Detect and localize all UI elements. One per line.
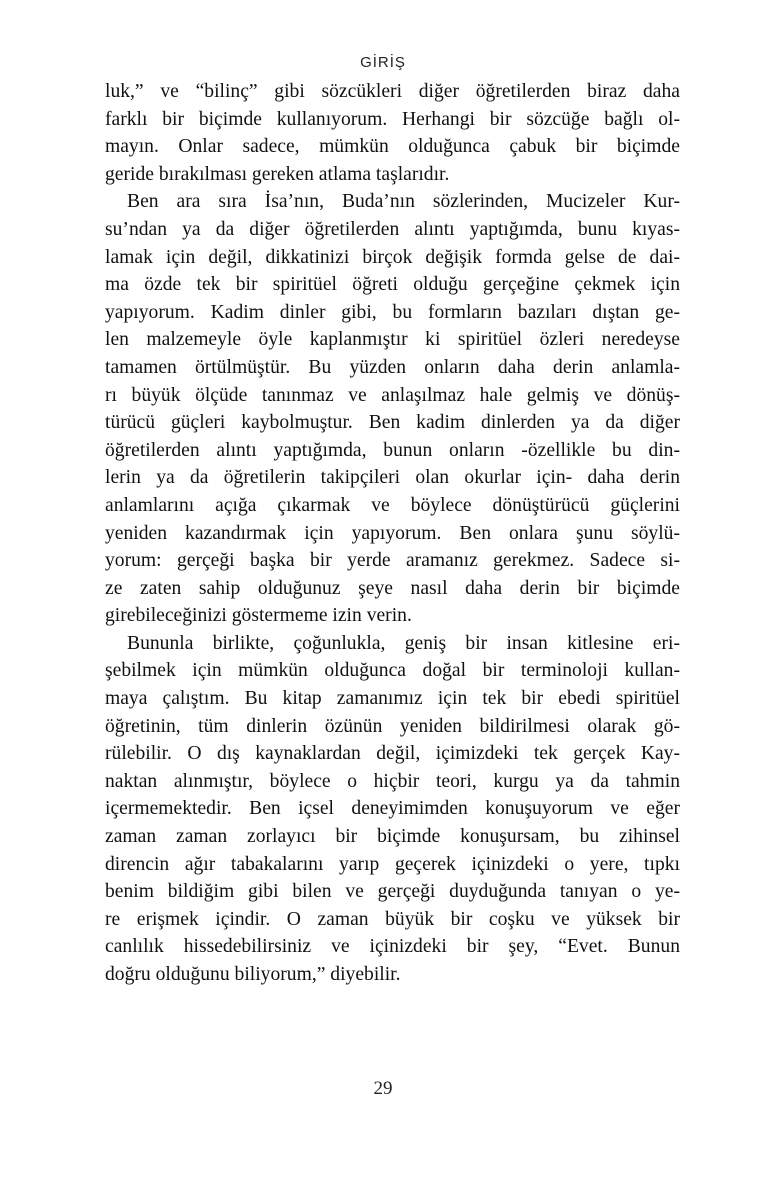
text-line: Bununla birlikte, çoğunlukla, geniş bir insan kitlesine eri- <box>127 632 680 654</box>
text-line: şebilmek için mümkün olduğunca doğal bir terminoloji kullan- <box>105 660 680 682</box>
text-line: luk,” ve “bilinç” gibi sözcükleri diğer öğretilerden biraz daha <box>105 81 680 102</box>
text-line: yorum: gerçeği başka bir yerde aramanız gerekmez. Sadece si- <box>105 550 680 572</box>
running-head-title: GİRİŞ <box>360 54 406 71</box>
text-line: direncin ağır tabakalarını yarıp geçerek içinizdeki o yere, tıpkı <box>105 853 680 875</box>
text-line: öğretinin, tüm dinlerin özünün yeniden bildirilmesi olarak gö- <box>105 715 680 737</box>
page-number: 29 <box>373 1078 393 1099</box>
text-line: ma özde tek bir spiritüel öğreti olduğu gerçeğine çekmek için <box>105 274 680 296</box>
text-line: zaman zaman zorlayıcı bir biçimde konuşursam, bu zihinsel <box>105 826 680 848</box>
body-text <box>105 78 680 989</box>
text-line: türücü güçleri kaybolmuştur. Ben kadim dinlerden ya da diğer <box>105 412 680 434</box>
text-line: tamamen örtülmüştür. Bu yüzden onların daha derin anlamla- <box>105 356 680 378</box>
text-line: içermemektedir. Ben içsel deneyimimden konuşuyorum ve eğer <box>105 798 680 820</box>
text-line: benim bildiğim gibi bilen ve gerçeği duyduğunda tanıyan o ye- <box>105 881 680 903</box>
text-line: lamak için değil, dikkatinizi birçok değişik formda gelse de dai- <box>105 246 680 268</box>
text-line: lerin ya da öğretilerin takipçileri olan okurlar için- daha derin <box>105 467 680 489</box>
text-line: anlamlarını açığa çıkarmak ve böylece dönüştürücü güçlerini <box>105 494 680 516</box>
paragraph-1 <box>105 78 680 188</box>
text-line: mayın. Onlar sadece, mümkün olduğunca çabuk bir biçimde <box>105 136 680 158</box>
text-line: rı büyük ölçüde tanınmaz ve anlaşılmaz hale gelmiş ve dönüş- <box>105 384 680 406</box>
text-line: maya çalıştım. Bu kitap zamanımız için tek bir ebedi spiritüel <box>105 688 680 710</box>
text-line: naktan alınmıştır, böylece o hiçbir teori, kurgu ya da tahmin <box>105 770 680 792</box>
text-line: doğru olduğunu biliyorum,” diyebilir. <box>105 964 401 985</box>
text-line: yeniden kazandırmak için yapıyorum. Ben onlara şunu söylü- <box>105 522 680 544</box>
text-line: rülebilir. O dış kaynaklardan değil, içimizdeki tek gerçek Kay- <box>105 743 680 765</box>
text-line: geride bırakılması gereken atlama taşlarıdır. <box>105 163 450 185</box>
text-line: re erişmek içindir. O zaman büyük bir coşku ve yüksek bir <box>105 908 680 930</box>
text-line: su’ndan ya da diğer öğretilerden alıntı yaptığımda, bunu kıyas- <box>105 218 680 240</box>
text-line: Ben ara sıra İsa’nın, Buda’nın sözlerinden, Mucizeler Kur- <box>127 191 680 213</box>
text-line: farklı bir biçimde kullanıyorum. Herhangi bir sözcüğe bağlı ol- <box>105 108 680 130</box>
paragraph-2 <box>105 188 680 630</box>
text-line: len malzemeyle öyle kaplanmıştır ki spiritüel özleri neredeyse <box>105 329 680 351</box>
text-line: girebileceğinizi göstermeme izin verin. <box>105 605 412 627</box>
text-line: canlılık hissedebilirsiniz ve içinizdeki bir şey, “Evet. Bunun <box>105 936 680 958</box>
text-line: öğretilerden alıntı yaptığımda, bunun onların -özellikle bu din- <box>105 439 680 461</box>
paragraph-3 <box>105 630 680 989</box>
text-line: yapıyorum. Kadim dinler gibi, bu formların bazıları dıştan ge- <box>105 301 680 323</box>
text-line: ze zaten sahip olduğunuz şeye nasıl daha derin bir biçimde <box>105 577 680 599</box>
